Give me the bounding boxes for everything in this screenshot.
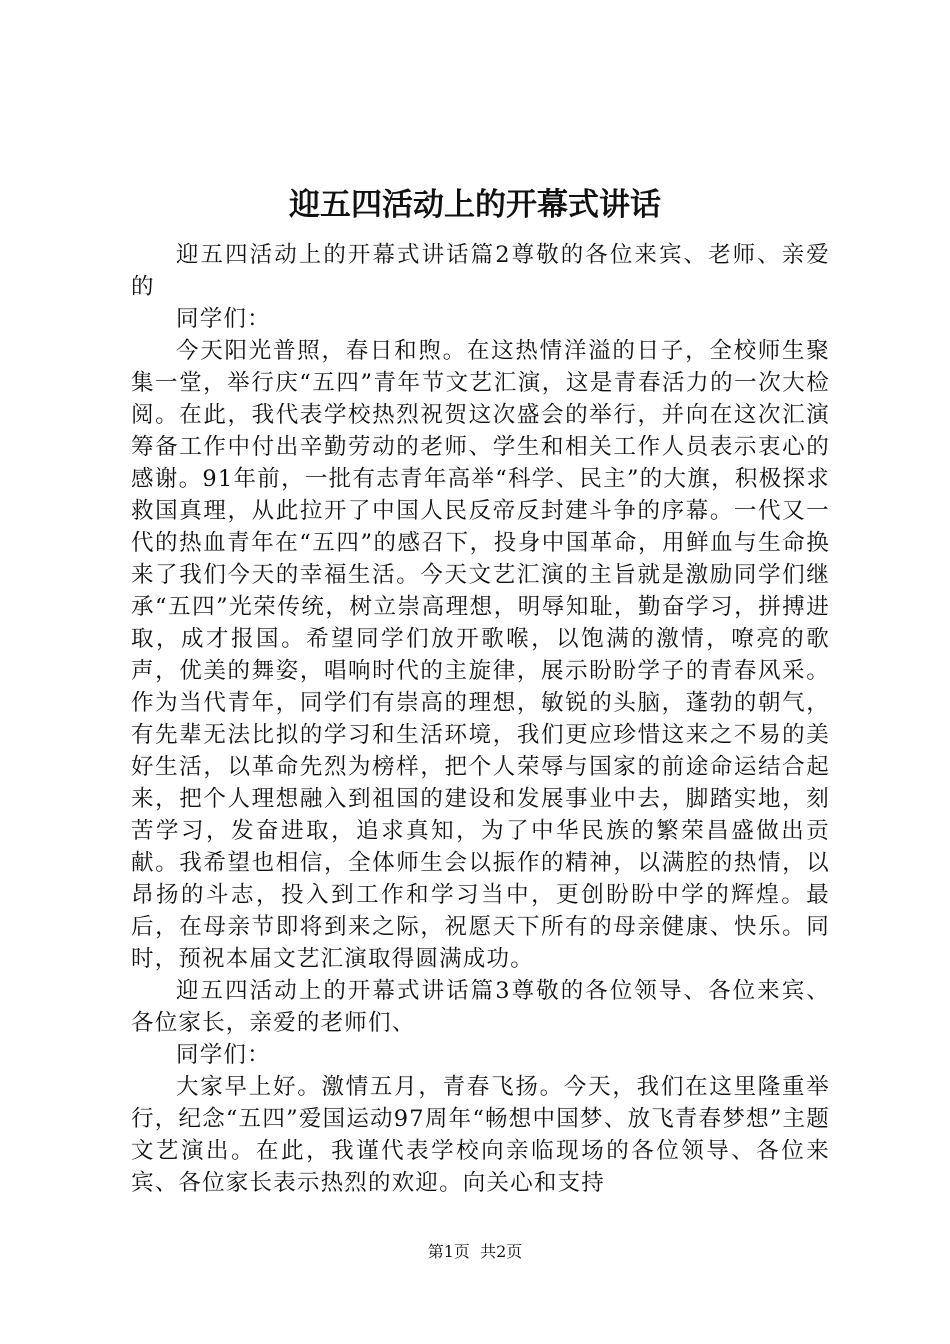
page-number-footer: 第1页 共2页 <box>427 1242 523 1261</box>
document-title: 迎五四活动上的开幕式讲话 <box>289 187 661 223</box>
paragraph-intro-3: 迎五四活动上的开幕式讲话篇3尊敬的各位领导、各位来宾、各位家长，亲爱的老师们、 <box>131 978 830 1036</box>
paragraph-speech-3: 大家早上好。激情五月，青春飞扬。今天，我们在这里隆重举行，纪念“五四”爱国运动97周年“畅想中国梦、放飞青春梦想”主题文艺演出。在此，我谨代表学校向亲临现场的各位领导、各位来宾、各位家长表示热烈的欢迎。向关心和支持 <box>131 1074 830 1196</box>
document-body <box>131 239 830 1199</box>
paragraph-speech-2: 今天阳光普照，春日和煦。在这热情洋溢的日子，全校师生聚集一堂，举行庆“五四”青年节文艺汇演，这是青春活力的一次大检阅。在此，我代表学校热烈祝贺这次盛会的举行，并向在这次汇演筹备工作中付出辛勤劳动的老师、学生和相关工作人员表示衷心的感谢。91年前，一批有志青年高举“科学、民主”的大旗，积极探求救国真理，从此拉开了中国人民反帝反封建斗争的序幕。一代又一代的热血青年在“五四”的感召下，投身中国革命，用鲜血与生命换来了我们今天的幸福生活。今天文艺汇演的主旨就是激励同学们继承“五四”光荣传统，树立崇高理想，明辱知耻，勤奋学习，拼搏进取，成才报国。希望同学们放开歌喉，以饱满的激情，嘹亮的歌声，优美的舞姿，唱响时代的主旋律，展示盼盼学子的青春风采。作为当代青年，同学们有崇高的理想，敏锐的头脑，蓬勃的朝气，有先辈无法比拟的学习和生活环境，我们更应珍惜这来之不易的美好生活，以革命先烈为榜样，把个人荣辱与国家的前途命运结合起来，把个人理想融入到祖国的建设和发展事业中去，脚踏实地，刻苦学习，发奋进取，追求真知，为了中华民族的繁荣昌盛做出贡献。我希望也相信，全体师生会以振作的精神，以满腔的热情，以昂扬的斗志，投入到工作和学习当中，更创盼盼中学的辉煌。最后，在母亲节即将到来之际，祝愿天下所有的母亲健康、快乐。同时，预祝本届文艺汇演取得圆满成功。 <box>131 338 830 972</box>
paragraph-greeting-1: 同学们： <box>176 306 271 332</box>
paragraph-greeting-2: 同学们： <box>176 1042 271 1068</box>
paragraph-intro-2: 迎五四活动上的开幕式讲话篇2尊敬的各位来宾、老师、亲爱的 <box>131 242 830 300</box>
